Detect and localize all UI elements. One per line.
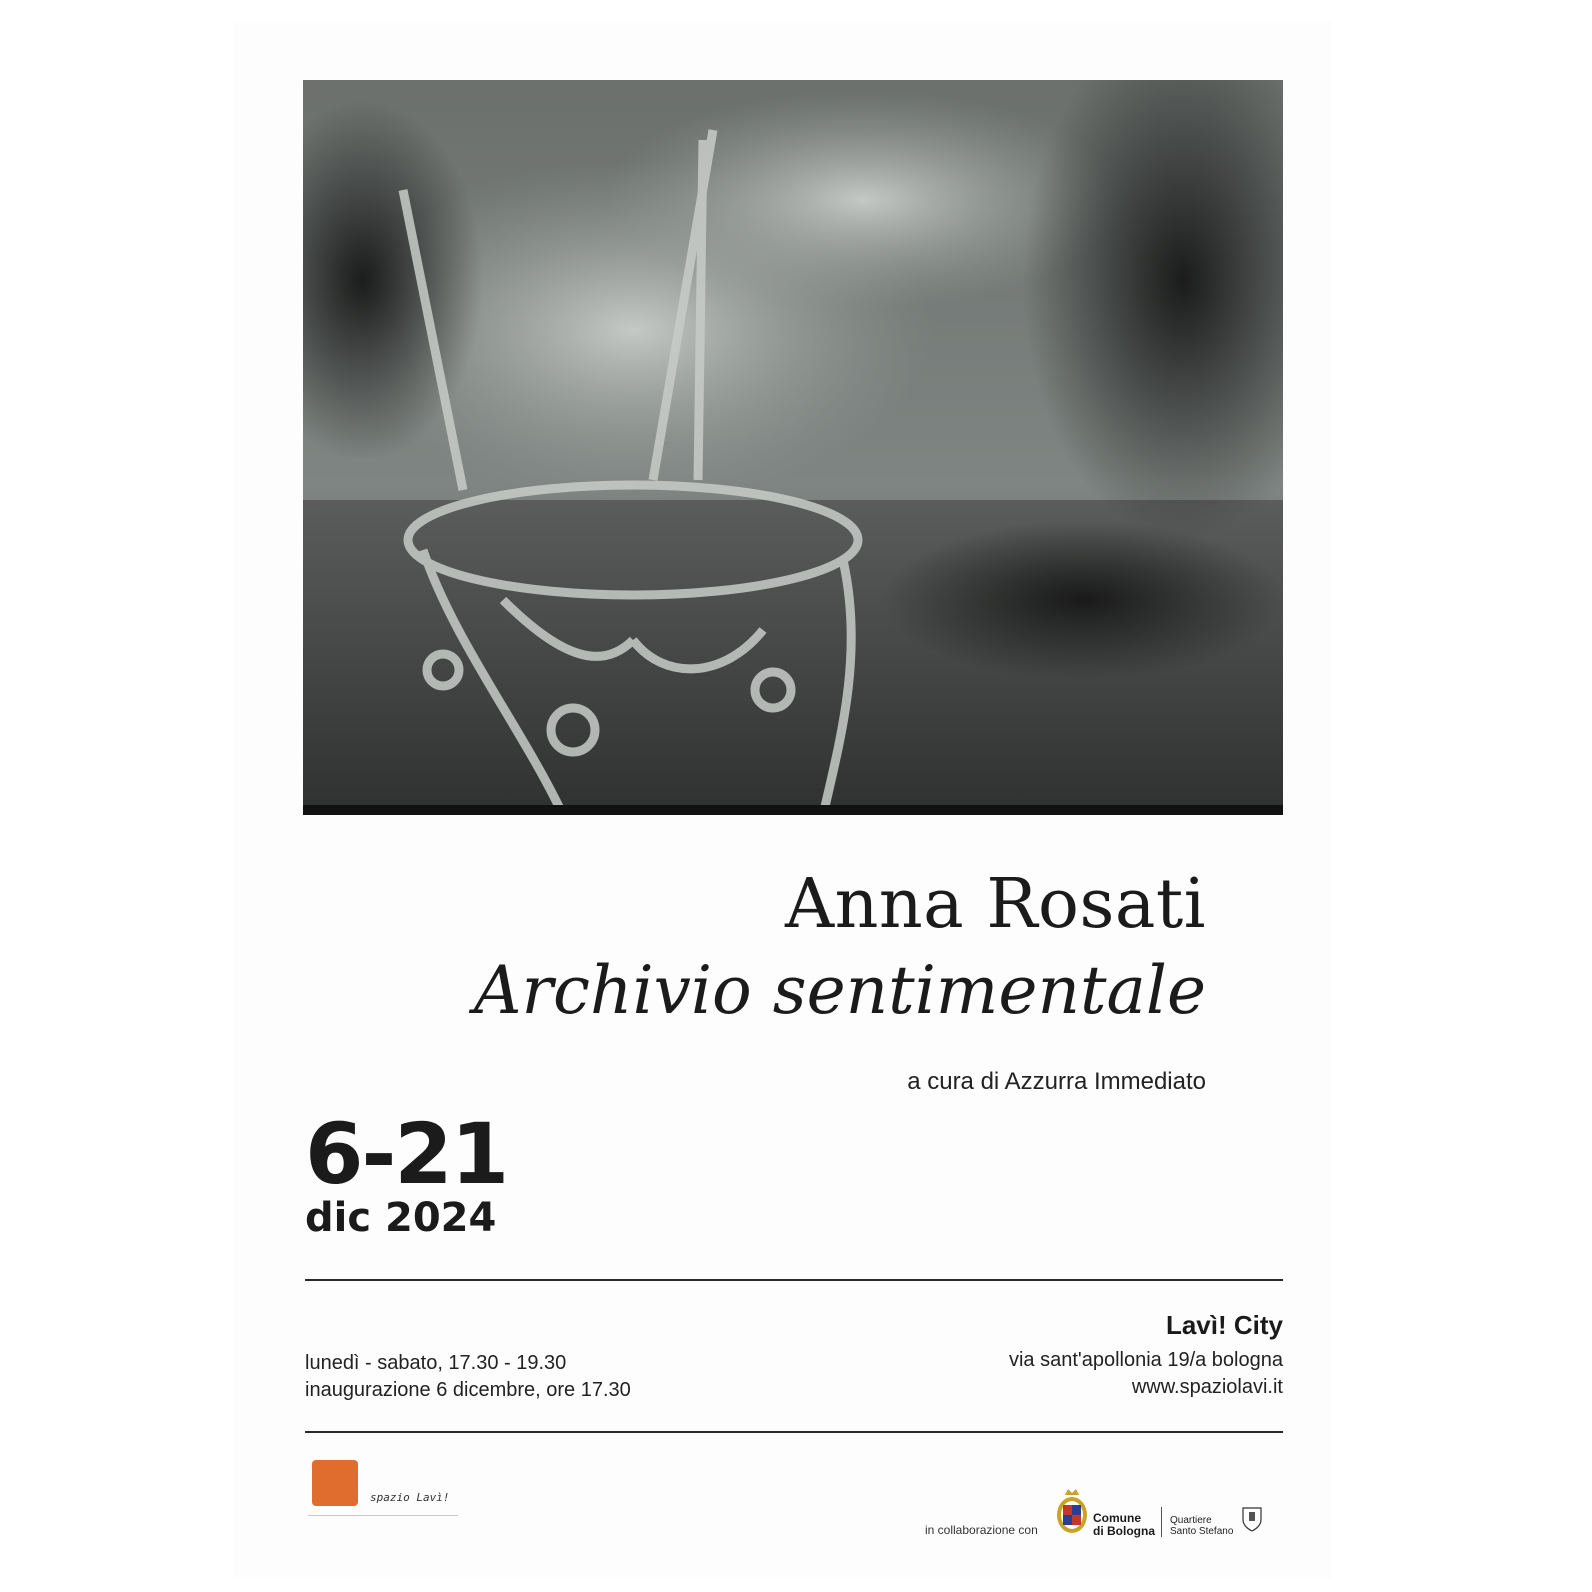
opening-hours (305, 1350, 631, 1404)
collaboration-label: in collaborazione con (925, 1523, 1038, 1537)
artwork-photo (303, 80, 1283, 815)
exhibition-dates: 6-21 (305, 1105, 508, 1203)
lavi-logo-underline (308, 1515, 458, 1516)
photo-illustration (303, 80, 1283, 815)
comune-bologna-wordmark (1093, 1512, 1155, 1538)
quartiere-line-1: Quartiere (1170, 1515, 1212, 1526)
comune-bologna-seal-icon (1055, 1485, 1089, 1537)
lavi-wordmark: spazio Lavì! (370, 1491, 450, 1504)
hours-opening: inaugurazione 6 dicembre, ore 17.30 (305, 1379, 631, 1401)
venue-info (1009, 1310, 1283, 1401)
venue-address: via sant'apollonia 19/a bologna (1008, 1349, 1283, 1371)
lavi-orange-square (312, 1460, 358, 1506)
logo-divider (1161, 1507, 1162, 1537)
artist-name: Anna Rosati (784, 865, 1206, 944)
comune-line-1: Comune (1093, 1511, 1141, 1525)
exhibition-title: Archivio sentimentale (473, 952, 1206, 1029)
exhibition-month-year: dic 2024 (305, 1195, 497, 1241)
curator-credit: a cura di Azzurra Immediato (907, 1068, 1206, 1095)
top-divider (305, 1279, 1283, 1281)
bottom-divider (305, 1431, 1283, 1433)
spazio-lavi-logo (308, 1460, 458, 1530)
quartiere-line-2: Santo Stefano (1170, 1526, 1234, 1537)
venue-website[interactable]: www.spaziolavi.it (1131, 1376, 1283, 1398)
quartiere-shield-icon (1241, 1505, 1263, 1533)
comune-line-2: di Bologna (1093, 1524, 1155, 1538)
poster (233, 20, 1331, 1580)
venue-name: Lavì! City (1165, 1310, 1283, 1340)
hours-days: lunedì - sabato, 17.30 - 19.30 (305, 1352, 567, 1374)
quartiere-wordmark (1170, 1515, 1233, 1537)
